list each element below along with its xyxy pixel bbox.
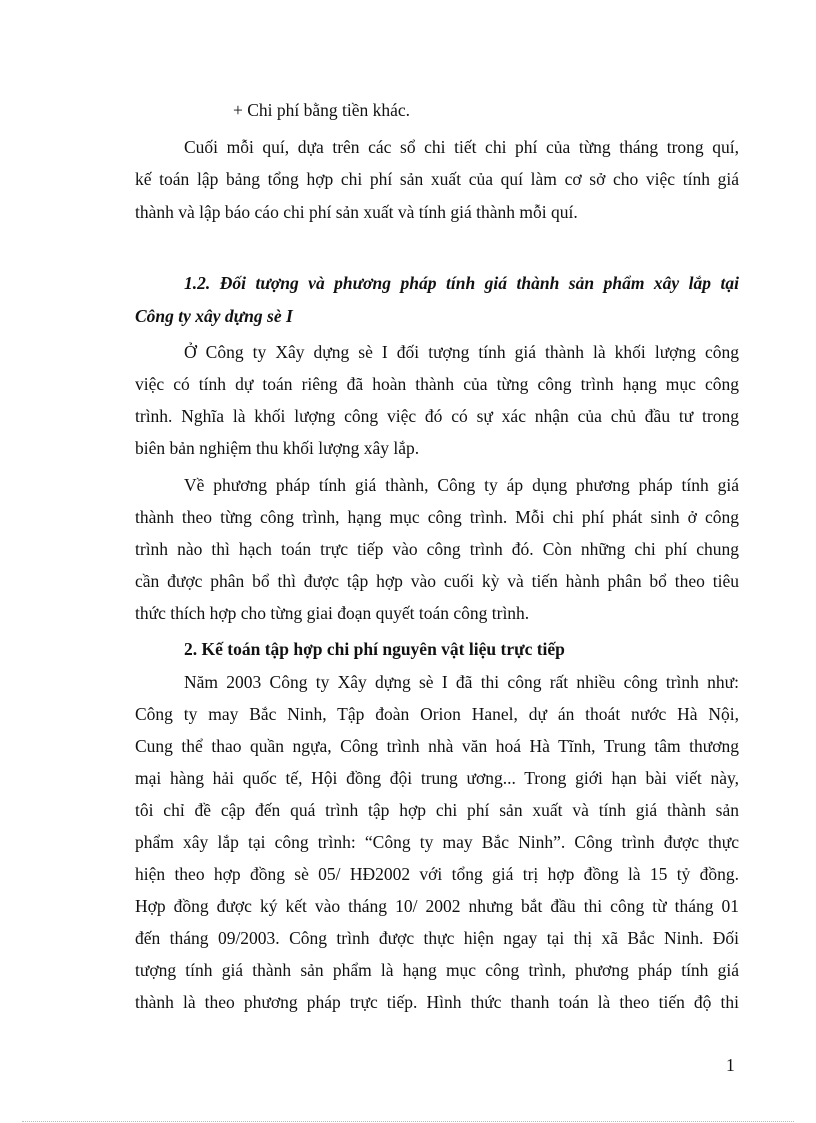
section-heading: 1.2. Đối tượng và phương pháp tính giá thành sản phẩm xây lắp tại [184, 273, 739, 293]
paragraph-line: thành là theo phương pháp trực tiếp. Hình thức thanh toán là theo tiến độ thi [135, 992, 739, 1012]
page-border-divider [22, 1121, 794, 1122]
bullet-line: + Chi phí bằng tiền khác. [233, 100, 411, 120]
paragraph-line: Cung thể thao quần ngựa, Công trình nhà văn hoá Hà Tĩnh, Trung tâm thương [135, 736, 739, 756]
paragraph-line: Ở Công ty Xây dựng sè I đối tượng tính giá thành là khối lượng công [184, 342, 739, 362]
paragraph-line: phẩm xây lắp tại công trình: “Công ty may Bắc Ninh”. Công trình được thực [135, 832, 739, 852]
paragraph-line: cần được phân bổ thì được tập hợp vào cuối kỳ và tiến hành phân bổ theo tiêu [135, 571, 739, 591]
paragraph-line: trình nào thì hạch toán trực tiếp vào công trình đó. Còn những chi phí chung [135, 539, 739, 559]
paragraph-line: Công ty may Bắc Ninh, Tập đoàn Orion Hanel, dự án thoát nước Hà Nội, [135, 704, 739, 724]
section-heading: Công ty xây dựng sè I [135, 306, 293, 326]
paragraph-line: hiện theo hợp đồng sè 05/ HĐ2002 với tổng giá trị hợp đồng là 15 tỷ đồng. [135, 864, 739, 884]
paragraph-line: thành và lập báo cáo chi phí sản xuất và tính giá thành mỗi quí. [135, 202, 578, 222]
paragraph-line: việc có tính dự toán riêng đã hoàn thành của từng công trình hạng mục công [135, 374, 739, 394]
paragraph-line: kế toán lập bảng tổng hợp chi phí sản xuất của quí làm cơ sở cho việc tính giá [135, 169, 739, 189]
paragraph-line: tượng tính giá thành sản phẩm là hạng mục công trình, phương pháp tính giá [135, 960, 739, 980]
paragraph-line: biên bản nghiệm thu khối lượng xây lắp. [135, 438, 420, 458]
paragraph-line: Hợp đồng được ký kết vào tháng 10/ 2002 nhưng bắt đầu thi công từ tháng 01 [135, 896, 739, 916]
paragraph-line: thành theo từng công trình, hạng mục công trình. Mỗi chi phí phát sinh ở công [135, 507, 739, 527]
paragraph-line: tôi chỉ đề cập đến quá trình tập hợp chi phí sản xuất và tính giá thành sản [135, 800, 739, 820]
paragraph-line: mại hàng hải quốc tế, Hội đồng đội trung ương... Trong giới hạn bài viết này, [135, 768, 739, 788]
paragraph-line: Năm 2003 Công ty Xây dựng sè I đã thi công rất nhiều công trình như: [184, 672, 739, 692]
paragraph-line: đến tháng 09/2003. Công trình được thực hiện ngay tại thị xã Bắc Ninh. Đối [135, 928, 739, 948]
paragraph-line: Cuối mỗi quí, dựa trên các sổ chi tiết chi phí của từng tháng trong quí, [184, 137, 739, 157]
page-number: 1 [726, 1055, 735, 1075]
section-heading: 2. Kế toán tập hợp chi phí nguyên vật liệu trực tiếp [184, 639, 565, 659]
paragraph-line: trình. Nghĩa là khối lượng công việc đó có sự xác nhận của chủ đầu tư trong [135, 406, 739, 426]
paragraph-line: Về phương pháp tính giá thành, Công ty áp dụng phương pháp tính giá [184, 475, 739, 495]
paragraph-line: thức thích hợp cho từng giai đoạn quyết toán công trình. [135, 603, 530, 623]
